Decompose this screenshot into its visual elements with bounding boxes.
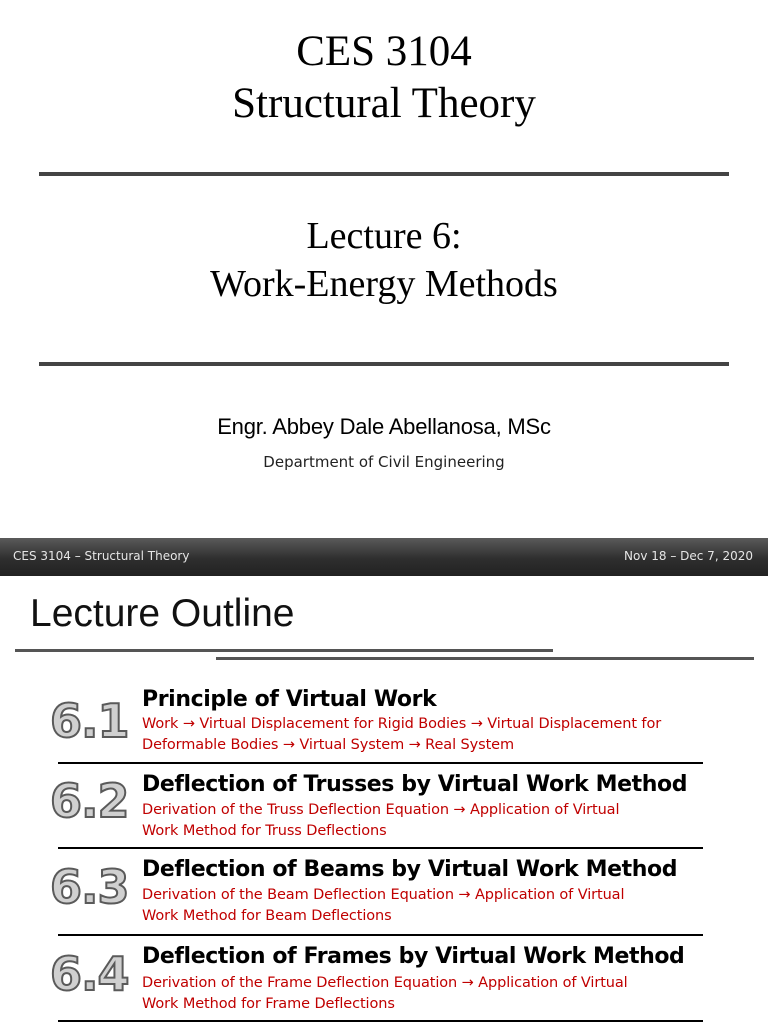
section-title: Deflection of Trusses by Virtual Work Method: [142, 772, 688, 797]
section-title: Principle of Virtual Work: [142, 687, 437, 712]
outline-title: Lecture Outline: [30, 592, 295, 635]
lecture-title: [0, 212, 768, 308]
section-number: 6.1: [50, 694, 129, 748]
outline-separator: [58, 762, 703, 764]
lecture-topic: Work-Energy Methods: [210, 263, 558, 305]
footer-date: Nov 18 – Dec 7, 2020: [624, 549, 753, 563]
lecture-number: Lecture 6:: [306, 215, 462, 257]
outline-title-rule-offset: [216, 657, 754, 660]
section-description: Derivation of the Beam Deflection Equation → Application of Virtual Work Method for Beam Deflections: [142, 887, 625, 924]
section-description: Derivation of the Truss Deflection Equation → Application of Virtual Work Method for Truss Deflections: [142, 802, 620, 839]
title-divider-top: [39, 172, 729, 176]
course-code: CES 3104: [296, 28, 472, 75]
department: Department of Civil Engineering: [263, 453, 505, 471]
slide-footer: [0, 538, 768, 576]
section-number: 6.2: [50, 774, 129, 828]
course-name: Structural Theory: [232, 80, 536, 127]
outline-separator: [58, 1020, 703, 1022]
footer-course: CES 3104 – Structural Theory: [13, 549, 190, 563]
outline-slide: [0, 576, 768, 1024]
section-description: Work → Virtual Displacement for Rigid Bodies → Virtual Displacement for Deformable Bodies → Virtual System → Real System: [142, 716, 662, 753]
course-title: [0, 26, 768, 130]
section-title: Deflection of Beams by Virtual Work Method: [142, 857, 678, 882]
outline-title-rule: [15, 649, 553, 652]
outline-separator: [58, 847, 703, 849]
section-number: 6.4: [50, 947, 129, 1001]
title-divider-bottom: [39, 362, 729, 366]
section-description: Derivation of the Frame Deflection Equation → Application of Virtual Work Method for Frame Deflections: [142, 975, 628, 1012]
section-title: Deflection of Frames by Virtual Work Method: [142, 944, 685, 969]
section-number: 6.3: [50, 860, 129, 914]
outline-separator: [58, 934, 703, 936]
author-name: Engr. Abbey Dale Abellanosa, MSc: [217, 414, 551, 439]
